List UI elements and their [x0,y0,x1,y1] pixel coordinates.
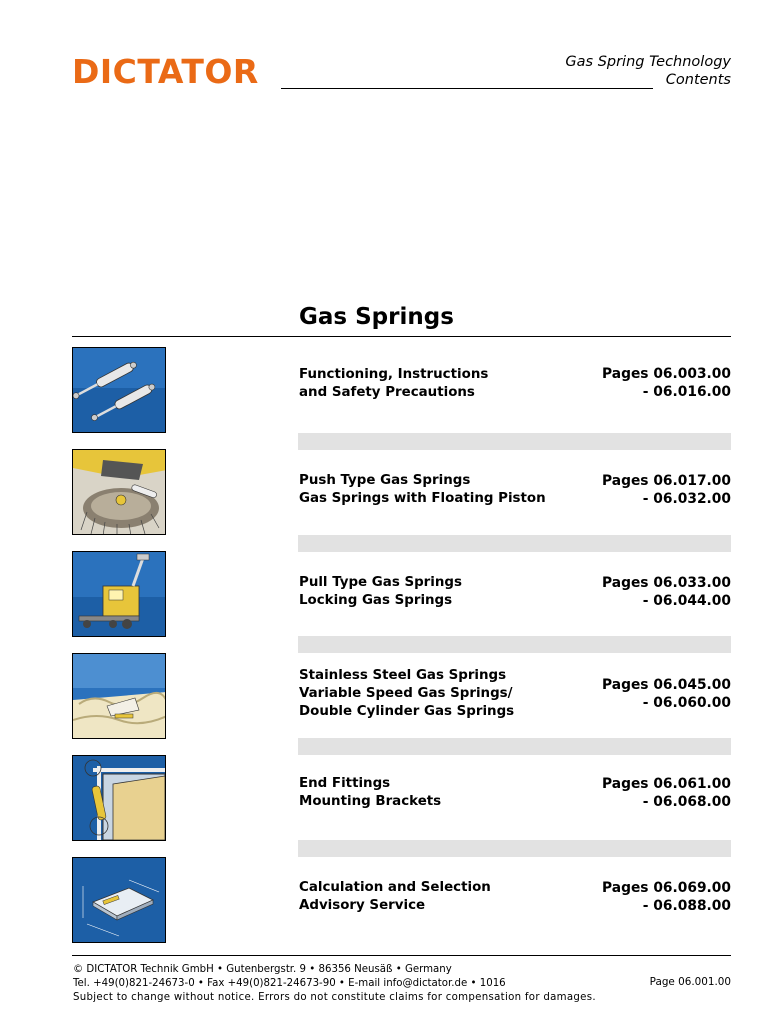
page-range: Pages 06.003.00 - 06.016.00 [602,366,731,400]
page-range: Pages 06.069.00 - 06.088.00 [602,880,731,914]
header-rule [281,88,653,89]
conveyor-flap-image [72,653,166,739]
header-subtitle: Contents [665,72,731,88]
entry-description: Stainless Steel Gas Springs Variable Speed Gas Springs/ Double Cylinder Gas Springs [299,668,515,719]
section-title: Gas Springs [299,304,454,330]
pallet-truck-image [72,551,166,637]
page-number: Page 06.001.00 [649,976,731,988]
gas-springs-pair-image [72,347,166,433]
calculation-drawing-image [72,857,166,943]
title-rule [72,336,731,337]
entry-description: Pull Type Gas Springs Locking Gas Springs [299,575,462,608]
page-range: Pages 06.033.00 - 06.044.00 [602,575,731,609]
separator-bar [298,433,731,450]
footer-address: © DICTATOR Technik GmbH • Gutenbergstr. 9 • 86356 Neusäß • Germany [73,964,452,975]
entry-description: Functioning, Instructions and Safety Precautions [299,367,489,400]
entry-description: Push Type Gas Springs Gas Springs with Floating Piston [299,473,546,506]
separator-bar [298,535,731,552]
separator-bar [298,738,731,755]
entry-description: End Fittings Mounting Brackets [299,776,442,809]
window-mounting-image [72,755,166,841]
dictator-logo: DICTATOR [72,52,259,91]
footer-rule [72,955,731,956]
page-range: Pages 06.017.00 - 06.032.00 [602,473,731,507]
entry-description: Calculation and Selection Advisory Service [299,880,491,913]
footer-disclaimer: Subject to change without notice. Errors do not constitute claims for compensation for damages. [73,992,596,1003]
page-range: Pages 06.045.00 - 06.060.00 [602,677,731,711]
footer-contact: Tel. +49(0)821-24673-0 • Fax +49(0)821-24673-90 • E-mail info@dictator.de • 1016 [73,978,506,989]
separator-bar [298,840,731,857]
street-sweeper-brush-image [72,449,166,535]
page-range: Pages 06.061.00 - 06.068.00 [602,776,731,810]
separator-bar [298,636,731,653]
header-title: Gas Spring Technology [565,54,731,70]
